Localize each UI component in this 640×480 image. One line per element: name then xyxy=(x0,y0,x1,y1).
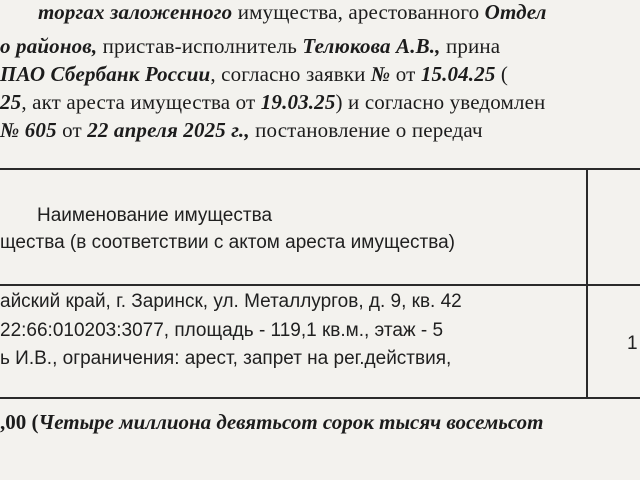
paragraph-line-4 xyxy=(0,90,545,114)
property-quantity: 1 xyxy=(627,333,638,354)
table-header-subtitle: щества (в соответствии с актом ареста имущества) xyxy=(0,232,456,253)
districts-fragment: о районов, xyxy=(0,34,98,58)
paragraph-line-3 xyxy=(0,62,508,86)
total-amount-words: Четыре миллиона девятьсот сорок тысяч восемьсот xyxy=(38,410,544,434)
property-phrase: имущества, арестованного xyxy=(232,0,485,24)
total-amount: ,00 ( xyxy=(0,410,39,434)
bank-name: ПАО Сбербанк России xyxy=(0,62,211,86)
request-phrase: , согласно заявки xyxy=(210,62,371,86)
table-top-border xyxy=(0,168,640,170)
paragraph-line-1 xyxy=(38,0,547,24)
notice-number: № 605 xyxy=(0,118,57,142)
table-header-divider xyxy=(0,284,640,286)
table-column-divider xyxy=(586,168,588,399)
arrest-act-phrase: , акт ареста имущества от xyxy=(21,90,261,114)
paragraph-line-2 xyxy=(0,34,500,58)
request-number-sign: № xyxy=(370,62,391,86)
arrest-act-date: 19.03.25 xyxy=(260,90,336,114)
from-word: от xyxy=(390,62,421,86)
property-cadastral-info: 22:66:010203:3077, площадь - 119,1 кв.м., этаж - 5 xyxy=(0,320,444,341)
property-address: айский край, г. Заринск, ул. Металлургов, д. 9, кв. 42 xyxy=(0,291,462,312)
total-price-line xyxy=(0,410,543,434)
notice-date: 22 апреля 2025 г., xyxy=(87,118,250,142)
year-fragment: 25 xyxy=(0,90,22,114)
from-word-2: от xyxy=(56,118,88,142)
belonging-fragment: прина xyxy=(440,34,501,58)
paragraph-line-5 xyxy=(0,118,483,142)
open-paren: ( xyxy=(495,62,509,86)
notice-phrase: ) и согласно уведомлен xyxy=(335,90,546,114)
auction-phrase: торгах заложенного xyxy=(38,0,233,24)
bailiff-name: Телюкова А.В., xyxy=(302,34,441,58)
transfer-phrase: постановление о передач xyxy=(249,118,483,142)
table-bottom-border xyxy=(0,397,640,399)
request-date: 15.04.25 xyxy=(420,62,496,86)
bailiff-label: пристав-исполнитель xyxy=(97,34,303,58)
table-header-title: Наименование имущества xyxy=(37,205,273,226)
property-owner-restrictions: ь И.В., ограничения: арест, запрет на рег.действия, xyxy=(0,348,452,369)
department-fragment: Отдел xyxy=(484,0,547,24)
